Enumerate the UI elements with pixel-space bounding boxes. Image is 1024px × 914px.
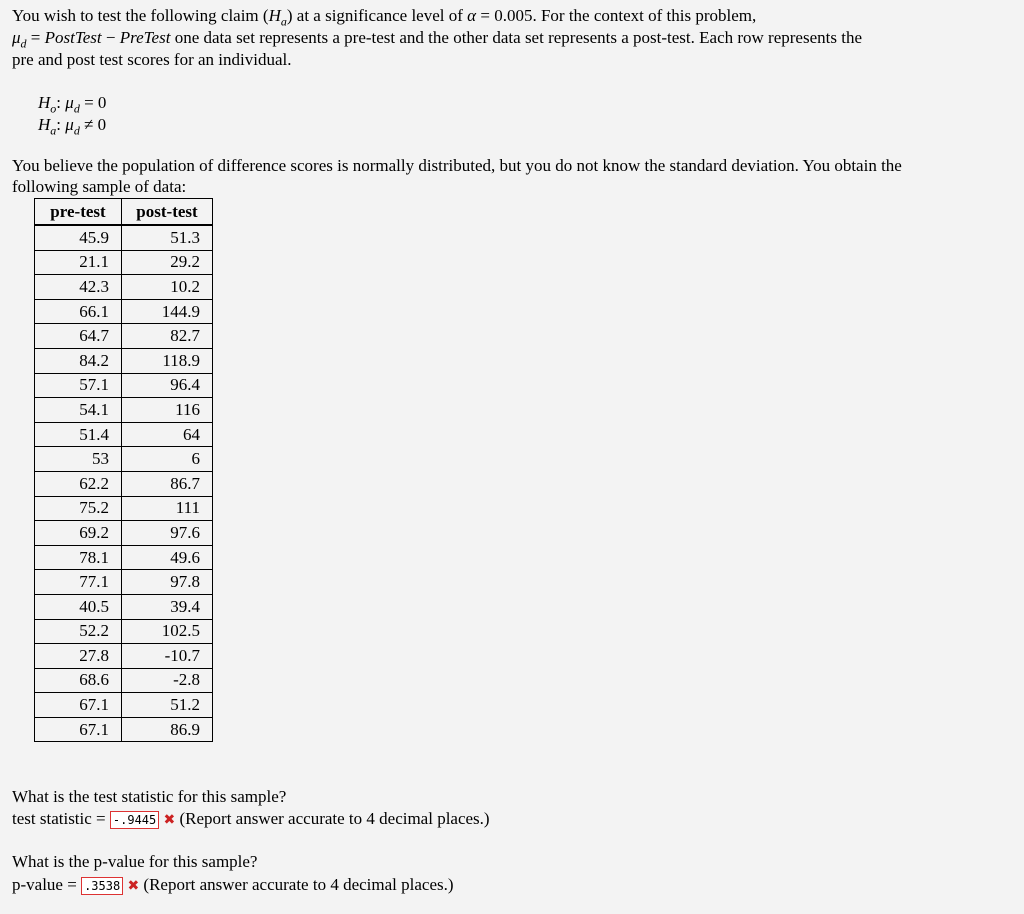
test-statistic-input[interactable]: -.9445 [110, 811, 159, 829]
post-test-cell: -10.7 [122, 644, 213, 669]
pre-test-cell: 54.1 [35, 398, 122, 423]
description-line-1: You believe the population of difference scores is normally distributed, but you do not know the standard deviation. You obtain the [12, 156, 902, 175]
post-test-cell: 6 [122, 447, 213, 472]
test-statistic-label: test statistic = [12, 809, 110, 828]
pre-test-cell: 77.1 [35, 570, 122, 595]
table-row [35, 570, 213, 595]
header-pre-test: pre-test [35, 199, 122, 226]
table-row [35, 521, 213, 546]
pre-test-cell: 64.7 [35, 324, 122, 349]
pre-test-cell: 66.1 [35, 299, 122, 324]
table-row [35, 348, 213, 373]
pre-test-cell: 51.4 [35, 422, 122, 447]
pre-test-cell: 53 [35, 447, 122, 472]
question-p-value: What is the p-value for this sample? [12, 852, 258, 871]
pre-test-cell: 21.1 [35, 250, 122, 275]
intro-line-2: $\mu_d$ = PostTest − PreTest one data set represents a pre-test and the other data set represents a post-test. Each row represents the [12, 28, 862, 51]
table-row [35, 545, 213, 570]
post-test-cell: 51.3 [122, 225, 213, 250]
pre-test-cell: 40.5 [35, 594, 122, 619]
post-test-cell: 51.2 [122, 693, 213, 718]
test-statistic-row [12, 808, 490, 831]
table-row [35, 250, 213, 275]
table-row [35, 594, 213, 619]
header-post-test: post-test [122, 199, 213, 226]
table-row [35, 422, 213, 447]
post-test-cell: 64 [122, 422, 213, 447]
table-row [35, 619, 213, 644]
post-test-cell: 10.2 [122, 275, 213, 300]
post-test-cell: -2.8 [122, 668, 213, 693]
pre-test-cell: 62.2 [35, 471, 122, 496]
pre-test-cell: 45.9 [35, 225, 122, 250]
post-test-cell: 96.4 [122, 373, 213, 398]
p-value-row [12, 874, 454, 897]
post-test-cell: 86.9 [122, 717, 213, 742]
post-test-cell: 86.7 [122, 471, 213, 496]
pre-test-cell: 75.2 [35, 496, 122, 521]
post-test-cell: 102.5 [122, 619, 213, 644]
pre-test-cell: 27.8 [35, 644, 122, 669]
description-line-2: following sample of data: [12, 177, 187, 196]
pre-test-cell: 68.6 [35, 668, 122, 693]
alternative-hypothesis: $H_a$: $\mu_d \ne 0$ [38, 115, 107, 138]
table-row [35, 299, 213, 324]
table-row [35, 496, 213, 521]
pre-test-cell: 57.1 [35, 373, 122, 398]
table-row [35, 471, 213, 496]
table-row [35, 275, 213, 300]
intro-line-1: You wish to test the following claim $(H_a)$ at a significance level of α = 0.005. For the context of this problem, [12, 6, 757, 29]
pre-test-cell: 67.1 [35, 717, 122, 742]
post-test-cell: 118.9 [122, 348, 213, 373]
data-table [34, 198, 213, 742]
post-test-cell: 39.4 [122, 594, 213, 619]
p-value-label: p-value = [12, 875, 82, 894]
pre-test-cell: 42.3 [35, 275, 122, 300]
table-row [35, 693, 213, 718]
post-test-cell: 49.6 [122, 545, 213, 570]
pre-test-cell: 78.1 [35, 545, 122, 570]
table-row [35, 717, 213, 742]
post-test-cell: 82.7 [122, 324, 213, 349]
intro-line-3: pre and post test scores for an individual. [12, 50, 292, 69]
table-row [35, 644, 213, 669]
table-header-row [35, 199, 213, 226]
incorrect-x-icon: ✖ [127, 878, 140, 895]
pre-test-cell: 52.2 [35, 619, 122, 644]
table-body [35, 225, 213, 742]
p-value-input[interactable]: .3538 [81, 877, 123, 895]
incorrect-x-icon: ✖ [163, 812, 176, 829]
table-row [35, 373, 213, 398]
pre-test-cell: 69.2 [35, 521, 122, 546]
null-hypothesis: $H_o$: $\mu_d = 0$ [38, 93, 107, 116]
table-row [35, 447, 213, 472]
question-test-statistic: What is the test statistic for this sample? [12, 787, 287, 806]
post-test-cell: 116 [122, 398, 213, 423]
post-test-cell: 111 [122, 496, 213, 521]
post-test-cell: 97.8 [122, 570, 213, 595]
test-statistic-note: (Report answer accurate to 4 decimal places.) [175, 809, 490, 828]
table-row [35, 324, 213, 349]
table-row [35, 668, 213, 693]
post-test-cell: 97.6 [122, 521, 213, 546]
post-test-cell: 29.2 [122, 250, 213, 275]
pre-test-cell: 84.2 [35, 348, 122, 373]
p-value-note: (Report answer accurate to 4 decimal places.) [139, 875, 454, 894]
table-row [35, 398, 213, 423]
table-row [35, 225, 213, 250]
post-test-cell: 144.9 [122, 299, 213, 324]
pre-test-cell: 67.1 [35, 693, 122, 718]
